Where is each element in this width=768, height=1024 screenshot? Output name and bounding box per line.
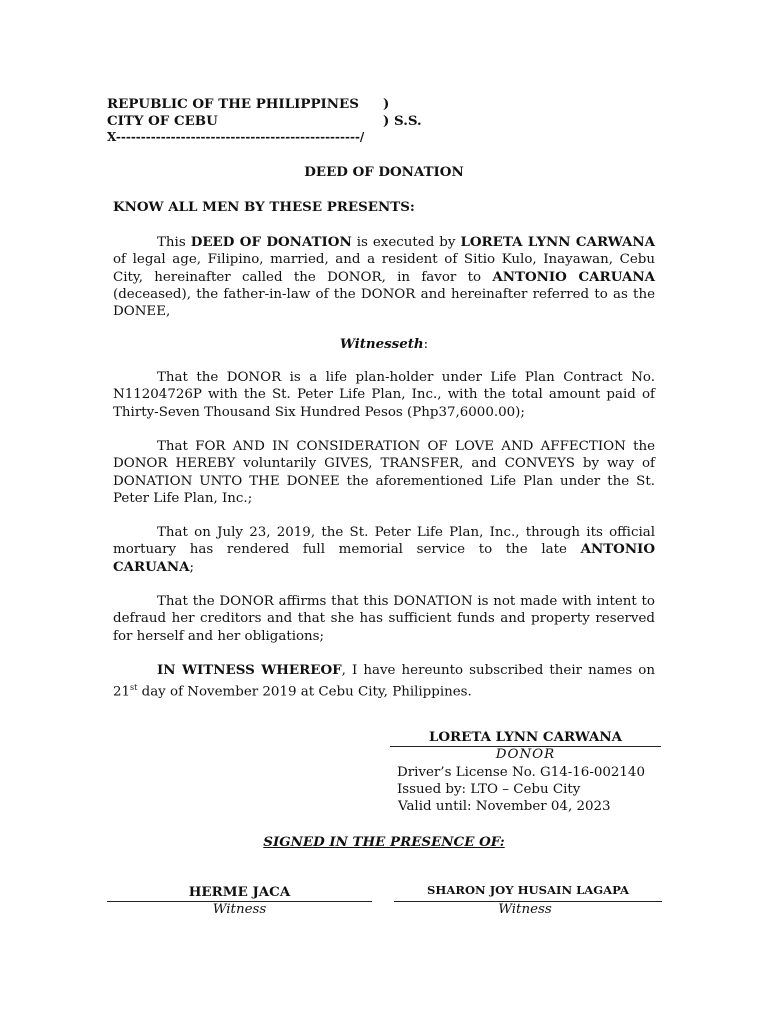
witness-1-role: Witness [212, 902, 267, 917]
witness-2-role: Witness [498, 902, 552, 917]
witness-1-name: HERME JACA [188, 884, 291, 900]
intro-text-1: This [157, 235, 191, 250]
caption-republic: REPUBLIC OF THE PHILIPPINES [107, 96, 359, 112]
document-title: DEED OF DONATION [304, 164, 464, 180]
intro-text-4: (deceased), the father-in-law of the DONOR and hereinafter referred to as the DONEE, [113, 286, 655, 320]
salutation: KNOW ALL MEN BY THESE PRESENTS: [113, 199, 415, 215]
witness-whereof-sup: st [130, 683, 138, 693]
paragraph-consideration [113, 438, 655, 507]
witnesseth-colon: : [423, 337, 429, 352]
paragraph-memorial-text: That on July 23, 2019, the St. Peter Life Plan, Inc., through its official mortuary has rendered full memorial service to the late [113, 525, 655, 558]
witness-whereof-text: , I have hereunto subscribed their names on 21 [113, 663, 655, 700]
donor-license-validity: Valid until: November 04, 2023 [398, 799, 611, 814]
intro-donee-name: ANTONIO CARUANA [492, 268, 655, 285]
paragraph-affirmation-text: That the DONOR affirms that this DONATION is not made with intent to defraud her creditors and that she has sufficient funds and property reserved for herself and her obligations; [113, 594, 655, 644]
paragraph-memorial-end: ; [189, 559, 194, 575]
intro-deed-title: DEED OF DONATION [190, 234, 352, 250]
presence-heading: SIGNED IN THE PRESENCE OF: [263, 834, 505, 850]
paragraph-life-plan-text: That the DONOR is a life plan-holder under Life Plan Contract No. N11204726P with the St. Peter Life Plan, Inc., with the total amount paid of Thirty-Seven Thousand Six Hundred Pesos (Php37,6000.00); [113, 370, 655, 420]
witnesseth-heading [0, 336, 768, 352]
witness-2-name: SHARON JOY HUSAIN LAGAPA [427, 883, 629, 897]
witnesseth-word: Witnesseth [339, 336, 424, 352]
paragraph-memorial [113, 524, 655, 576]
donor-license: Driver’s License No. G14-16-002140 [397, 765, 645, 780]
intro-text-2: is executed by [351, 235, 461, 250]
paragraph-affirmation [113, 593, 655, 645]
donor-license-issuer: Issued by: LTO – Cebu City [397, 782, 581, 797]
witness-whereof-label: IN WITNESS WHEREOF [157, 662, 342, 678]
witness-whereof-text-2: day of November 2019 at Cebu City, Philippines. [137, 684, 472, 700]
intro-donor-name: LORETA LYNN CARWANA [460, 234, 655, 250]
intro-paragraph [113, 234, 655, 320]
paragraph-life-plan [113, 369, 655, 421]
paragraph-witness-whereof [113, 662, 655, 701]
paragraph-consideration-text: That FOR AND IN CONSIDERATION OF LOVE AND AFFECTION the DONOR HEREBY voluntarily GIVES, TRANSFER, and CONVEYS by way of DONATION UNTO THE DONEE the aforementioned Life Plan under the St. Peter Life Plan, Inc.; [113, 439, 655, 506]
donor-name: LORETA LYNN CARWANA [428, 729, 623, 745]
caption-city: CITY OF CEBU [107, 113, 218, 129]
paragraph-memorial-name: ANTONIO CARUANA [113, 541, 655, 575]
donor-role: DONOR [495, 747, 556, 762]
caption-ss: ) S.S. [383, 113, 422, 129]
intro-text-3: of legal age, Filipino, married, and a resident of Sitio Kulo, Inayawan, Cebu City, hereinafter called the DONOR, in favor to [113, 252, 655, 285]
caption-divider: X-------------------------------------------------/ [107, 130, 365, 144]
caption-paren-1: ) [383, 96, 390, 112]
